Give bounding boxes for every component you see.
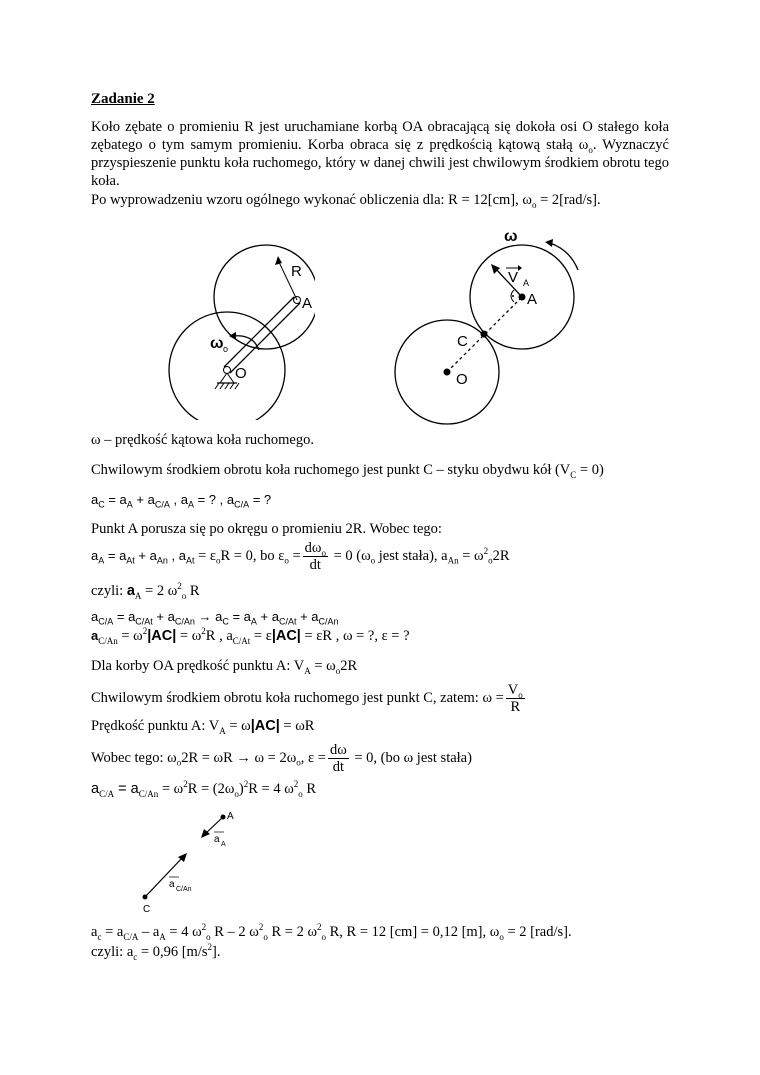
label-A: A (302, 295, 313, 312)
label-O: O (235, 365, 247, 382)
line-omega-result: Wobec tego: $\omega_o2R = \omega R \to \omega = 2\omega_o$, ε = $\frac{d\omega}{dt}$ = 0, (bo ω jest stała) (91, 742, 472, 775)
label-C: C (457, 333, 468, 350)
problem-statement: Koło zębate o promieniu R jest uruchamiane korbą OA obracającą się dokoła osi O stałego koła zębatego o tym samym promieniu. Korba obraca się z prędkością kątową stałą $\omega_o$. Wyznaczyć przyspieszenie punktu koła ruchomego, który w danej chwili jest chwilowym środkiem obrotu tego koła. (91, 119, 669, 189)
label-aA: a (214, 834, 220, 845)
label-R: R (291, 263, 302, 280)
svg-text:C/An: C/An (176, 886, 192, 893)
line-omega-def: ω – prędkość kątowa koła ruchomego. (91, 432, 314, 448)
figure-left-crank (165, 240, 315, 420)
eq-ac-value: czyli: $a_c = 0,96$ $[m/s^2]$. (91, 942, 221, 962)
eq-aCA: $a_{C/A} = a_{C/At} + a_{C/An} \to a_C = a_A + a_{C/At} + a_{C/An}$ (91, 609, 339, 627)
line-omega-formula: Chwilowym środkiem obrotu koła ruchomego jest punkt C, zatem: ω = $\frac{V_o}{R}$ (91, 682, 523, 715)
eq-aA-result: czyli: $a_A = 2$ $\omega^2_o$ R (91, 581, 200, 601)
label-bottom-C: C (143, 904, 151, 915)
label-aCAn: a (169, 879, 175, 890)
svg-text:o: o (223, 344, 229, 354)
eq-ac-final: $a_c = a_{C/A} - a_A = 4$ $\omega^2_o$ R – 2 $\omega^2_o$ R = 2 $\omega^2_o$ R, R = 12 [cm] = 0,12 [m], $\omega_o = 2$ [rad/s]. (91, 922, 572, 942)
eq-aCAn: $a_{C/An} = \omega^2|AC| = \omega^2R$ , $a_{C/At} = \varepsilon|AC| = \varepsilon R$ , ω = ?, ε = ? (91, 626, 410, 646)
figure-right-velocity (390, 222, 590, 437)
label-V: V (508, 269, 519, 286)
line-crank-velocity: Dla korby OA prędkość punktu A: $V_A = \omega_o2R$ (91, 658, 358, 676)
figure-bottom-accelerations (135, 805, 255, 920)
svg-text:A: A (523, 278, 530, 288)
label-O2: O (456, 371, 468, 388)
line-velocity-A: Prędkość punktu A: $V_A = \omega|AC| = \omega R$ (91, 718, 315, 736)
line-circle-2R: Punkt A porusza się po okręgu o promieniu 2R. Wobec tego: (91, 521, 442, 537)
page-title: Zadanie 2 (91, 91, 155, 107)
eq-aA: $a_A = a_{At} + a_{An}$ , $a_{At} = \varepsilon_oR = 0$, bo $\varepsilon_o$ = $\frac{d\omega_o}{dt}$ = 0 ($\omega_o$ jest stała), $a_{An} = \omega^2_o2R$ (91, 540, 510, 573)
eq-ac-sum: $a_C = a_A + a_{C/A}$ , $a_A$ = ? , $a_{C/A}$ = ? (91, 492, 272, 510)
label-bottom-A: A (227, 811, 234, 822)
eq-aCA-result: $a_{C/A} = a_{C/An} = \omega^2R = (2\omega_o)^2R = 4$ $\omega^2_o$ R (91, 779, 317, 799)
problem-compute: Po wyprowadzeniu wzoru ogólnego wykonać obliczenia dla: R = 12[cm], $\omega_o = 2[rad/s]$. (91, 192, 601, 210)
label-omega: ω (504, 228, 518, 245)
line-instant-center: Chwilowym środkiem obrotu koła ruchomego jest punkt C – styku obydwu kół $(V_C = 0)$ (91, 462, 604, 480)
label-omega0: ω (210, 335, 224, 352)
svg-text:A: A (221, 841, 226, 848)
label-A2: A (527, 291, 538, 308)
